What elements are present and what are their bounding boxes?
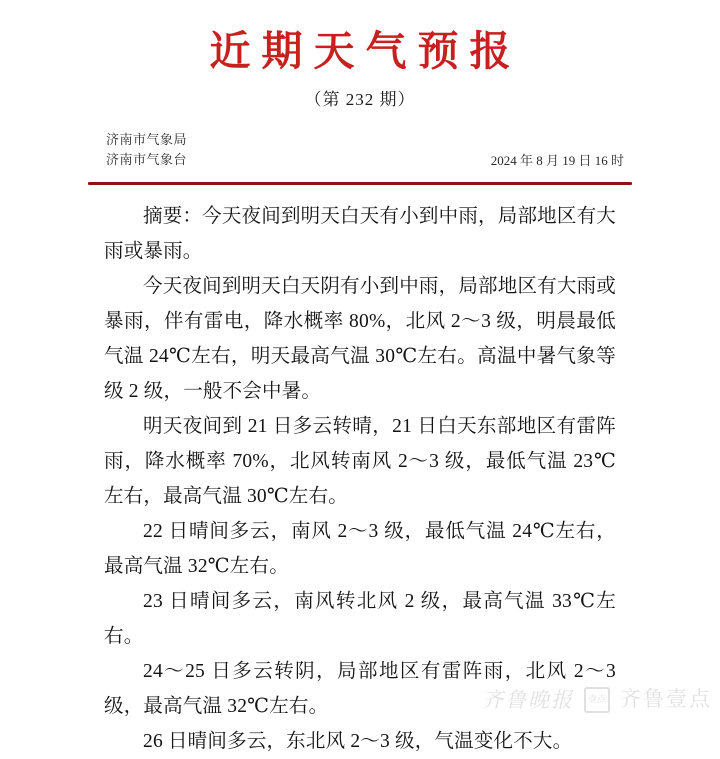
watermark-brand-text: 齐鲁晚报 [482,688,574,712]
paragraph-tonight-tomorrow: 今天夜间到明天白天阴有小到中雨，局部地区有大雨或暴雨，伴有雷电，降水概率 80%，北风 2～3 级，明晨最低气温 24℃左右，明天最高气温 30℃左右。高温中暑气象等级 2 级，一般不会中暑。 [104,276,616,402]
paragraph-day-22: 22 日晴间多云，南风 2～3 级，最低气温 24℃左右，最高气温 32℃左右。 [104,521,616,577]
issuer-block [106,130,187,170]
document-meta [96,130,624,176]
issuer-line-2: 济南市气象台 [106,152,188,167]
issuer-line-1: 济南市气象局 [106,132,188,147]
watermark-logo-icon: 壹点 [584,687,610,713]
issue-datetime: 2024 年 8 月 19 日 16 时 [490,153,624,168]
paragraph-day-23: 23 日晴间多云，南风转北风 2 级，最高气温 33℃左右。 [104,591,616,647]
document-body [104,199,616,759]
paragraph-day-26: 26 日晴间多云，东北风 2～3 级，气温变化不大。 [143,731,573,752]
red-divider-rule [88,182,632,185]
issue-number: （第 232 期） [304,90,416,109]
paragraph-day-24-25: 24～25 日多云转阴，局部地区有雷阵雨，北风 2～3 级，最高气温 32℃左右。 [104,661,616,717]
divider [88,182,632,185]
page-title: 近期天气预报 [209,28,522,74]
paragraph-summary: 摘要：今天夜间到明天白天有小到中雨，局部地区有大雨或暴雨。 [104,206,616,262]
document-masthead [0,0,720,112]
watermark-sub-brand-text: 齐鲁壹点 [620,688,712,711]
paragraph-day-21: 明天夜间到 21 日多云转晴，21 日白天东部地区有雷阵雨，降水概率 70%，北风转南风 2～3 级，最低气温 23℃左右，最高气温 30℃左右。 [104,416,616,507]
